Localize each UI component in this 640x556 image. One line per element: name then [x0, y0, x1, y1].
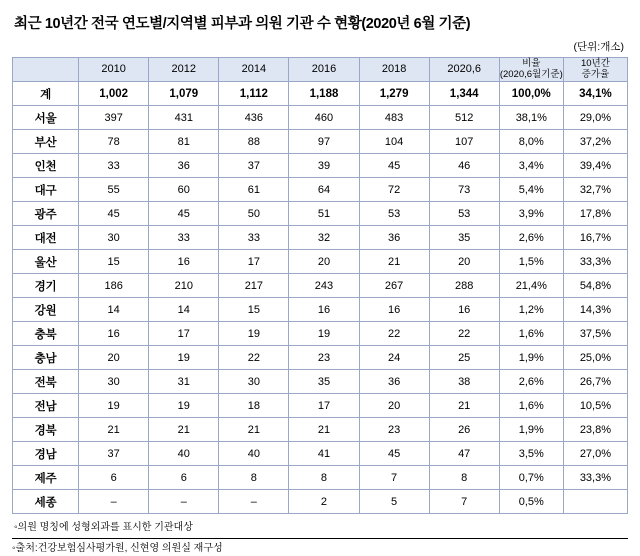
table-cell-v2010: 186 [79, 274, 149, 298]
table-cell-v2012: 431 [149, 106, 219, 130]
table-cell-ratio: 1,6% [499, 394, 563, 418]
table-row-region: 충북 [13, 322, 79, 346]
header-region [13, 58, 79, 82]
table-cell-v2016: 1,188 [289, 82, 359, 106]
table-cell-growth: 37,5% [563, 322, 627, 346]
table-cell-ratio: 0,5% [499, 490, 563, 514]
table-cell-ratio: 38,1% [499, 106, 563, 130]
table-cell-ratio: 3,9% [499, 202, 563, 226]
table-row-region: 강원 [13, 298, 79, 322]
table-cell-growth: 25,0% [563, 346, 627, 370]
table-cell-v2016: 16 [289, 298, 359, 322]
table-cell-v2014: 40 [219, 442, 289, 466]
table-cell-v2020: 107 [429, 130, 499, 154]
table-cell-growth: 34,1% [563, 82, 627, 106]
table-cell-ratio: 1,2% [499, 298, 563, 322]
table-cell-v2020: 26 [429, 418, 499, 442]
table-cell-v2016: 460 [289, 106, 359, 130]
table-row [13, 490, 628, 514]
table-cell-v2016: 20 [289, 250, 359, 274]
table-cell-v2012: 45 [149, 202, 219, 226]
table-cell-ratio: 0,7% [499, 466, 563, 490]
table-cell-v2020: 22 [429, 322, 499, 346]
table-row [13, 346, 628, 370]
table-cell-v2010: 37 [79, 442, 149, 466]
table-cell-growth: 33,3% [563, 466, 627, 490]
table-cell-v2020: 8 [429, 466, 499, 490]
header-year-2012: 2012 [149, 58, 219, 82]
table-cell-v2010: 397 [79, 106, 149, 130]
table-row [13, 226, 628, 250]
header-ratio [499, 58, 563, 82]
table-cell-growth: 32,7% [563, 178, 627, 202]
table-cell-v2018: 53 [359, 202, 429, 226]
table-cell-v2012: 19 [149, 394, 219, 418]
table-cell-v2012: 1,079 [149, 82, 219, 106]
table-cell-ratio: 2,6% [499, 370, 563, 394]
table-cell-v2016: 19 [289, 322, 359, 346]
table-cell-v2018: 23 [359, 418, 429, 442]
page-title: 최근 10년간 전국 연도별/지역별 피부과 의원 기관 수 현황(2020년 6월 기준) [14, 16, 471, 32]
table-cell-v2016: 64 [289, 178, 359, 202]
table-cell-v2020: 21 [429, 394, 499, 418]
table-cell-v2018: 267 [359, 274, 429, 298]
table-row-region: 제주 [13, 466, 79, 490]
table-row-region: 대전 [13, 226, 79, 250]
table-cell-v2016: 21 [289, 418, 359, 442]
table-cell-v2016: 39 [289, 154, 359, 178]
table-cell-v2012: 33 [149, 226, 219, 250]
table-row-region: 울산 [13, 250, 79, 274]
table-cell-growth: 16,7% [563, 226, 627, 250]
table-cell-v2020: 512 [429, 106, 499, 130]
table-cell-v2016: 2 [289, 490, 359, 514]
table-cell-v2014: 37 [219, 154, 289, 178]
table-cell-v2016: 32 [289, 226, 359, 250]
header-year-2020: 2020,6 [429, 58, 499, 82]
table-cell-v2012: 31 [149, 370, 219, 394]
table-row [13, 178, 628, 202]
table-cell-v2012: 36 [149, 154, 219, 178]
header-year-2018: 2018 [359, 58, 429, 82]
table-cell-ratio: 8,0% [499, 130, 563, 154]
table-cell-v2010: 15 [79, 250, 149, 274]
table-cell-v2018: 1,279 [359, 82, 429, 106]
table-cell-v2014: 19 [219, 322, 289, 346]
table-row-region: 광주 [13, 202, 79, 226]
header-year-2016: 2016 [289, 58, 359, 82]
unit-note: (단위:개소) [573, 41, 624, 53]
table-cell-v2014: – [219, 490, 289, 514]
table-cell-v2014: 50 [219, 202, 289, 226]
table-row [13, 298, 628, 322]
table-cell-v2016: 35 [289, 370, 359, 394]
table-cell-v2014: 8 [219, 466, 289, 490]
table-row-region: 경남 [13, 442, 79, 466]
table-row [13, 466, 628, 490]
table-cell-v2014: 18 [219, 394, 289, 418]
table-row [13, 202, 628, 226]
table-cell-v2012: 14 [149, 298, 219, 322]
table-cell-growth: 26,7% [563, 370, 627, 394]
table-cell-v2014: 1,112 [219, 82, 289, 106]
table-row-region: 전북 [13, 370, 79, 394]
table-cell-v2014: 217 [219, 274, 289, 298]
table-cell-v2020: 288 [429, 274, 499, 298]
table-cell-ratio: 1,9% [499, 346, 563, 370]
table-cell-growth: 37,2% [563, 130, 627, 154]
table-cell-ratio: 21,4% [499, 274, 563, 298]
table-row-region: 전남 [13, 394, 79, 418]
table-cell-v2014: 21 [219, 418, 289, 442]
table-header [13, 58, 628, 82]
dermatology-clinics-table [12, 57, 628, 514]
table-row-region: 경북 [13, 418, 79, 442]
table-cell-v2020: 38 [429, 370, 499, 394]
table-row [13, 82, 628, 106]
table-cell-v2012: 17 [149, 322, 219, 346]
table-cell-ratio: 1,9% [499, 418, 563, 442]
table-row-region: 충남 [13, 346, 79, 370]
table-cell-v2020: 46 [429, 154, 499, 178]
table-row [13, 274, 628, 298]
table-cell-v2010: 21 [79, 418, 149, 442]
table-cell-growth: 14,3% [563, 298, 627, 322]
table-cell-v2016: 41 [289, 442, 359, 466]
table-row [13, 442, 628, 466]
header-ratio-line2: (2020,6월기준) [499, 68, 563, 80]
table-cell-v2020: 73 [429, 178, 499, 202]
table-cell-v2010: 14 [79, 298, 149, 322]
table-cell-v2020: 47 [429, 442, 499, 466]
header-ratio-line1: 비율 [522, 57, 541, 69]
table-row [13, 370, 628, 394]
table-row-region: 경기 [13, 274, 79, 298]
table-cell-growth: 29,0% [563, 106, 627, 130]
table-cell-v2014: 22 [219, 346, 289, 370]
table-cell-v2010: 6 [79, 466, 149, 490]
table-row [13, 130, 628, 154]
table-row [13, 154, 628, 178]
table-row [13, 322, 628, 346]
table-cell-v2014: 436 [219, 106, 289, 130]
table-cell-growth [563, 490, 627, 514]
table-cell-v2020: 53 [429, 202, 499, 226]
table-cell-v2012: 16 [149, 250, 219, 274]
table-row-region: 계 [13, 82, 79, 106]
table-cell-v2020: 7 [429, 490, 499, 514]
table-cell-v2018: 20 [359, 394, 429, 418]
table-cell-v2016: 97 [289, 130, 359, 154]
table-row [13, 394, 628, 418]
table-cell-ratio: 3,5% [499, 442, 563, 466]
table-cell-v2014: 15 [219, 298, 289, 322]
table-cell-v2018: 45 [359, 154, 429, 178]
table-row-region: 인천 [13, 154, 79, 178]
header-growth-line1: 10년간 [580, 57, 610, 69]
table-cell-v2012: 210 [149, 274, 219, 298]
table-cell-ratio: 5,4% [499, 178, 563, 202]
table-cell-v2014: 61 [219, 178, 289, 202]
table-cell-v2020: 20 [429, 250, 499, 274]
table-cell-v2016: 51 [289, 202, 359, 226]
table-cell-v2018: 7 [359, 466, 429, 490]
header-year-2014: 2014 [219, 58, 289, 82]
table-cell-v2018: 21 [359, 250, 429, 274]
table-cell-ratio: 100,0% [499, 82, 563, 106]
table-body [13, 82, 628, 514]
footnote-2: ◦출처:건강보험심사평가원, 신현영 의원실 재구성 [12, 543, 223, 554]
table-cell-v2020: 16 [429, 298, 499, 322]
table-cell-v2018: 16 [359, 298, 429, 322]
table-cell-v2010: 16 [79, 322, 149, 346]
table-cell-v2010: 33 [79, 154, 149, 178]
table-cell-v2010: – [79, 490, 149, 514]
table-cell-v2012: 81 [149, 130, 219, 154]
table-cell-v2010: 45 [79, 202, 149, 226]
table-cell-v2016: 17 [289, 394, 359, 418]
table-cell-v2010: 78 [79, 130, 149, 154]
table-cell-v2012: 60 [149, 178, 219, 202]
table-cell-v2010: 1,002 [79, 82, 149, 106]
table-cell-growth: 39,4% [563, 154, 627, 178]
footnote-1: ◦의원 명칭에 성형외과를 표시한 기관대상 [14, 522, 193, 533]
table-cell-v2010: 30 [79, 370, 149, 394]
table-row-region: 부산 [13, 130, 79, 154]
table-cell-v2010: 55 [79, 178, 149, 202]
table-cell-ratio: 1,6% [499, 322, 563, 346]
table-cell-growth: 10,5% [563, 394, 627, 418]
footnote-divider [12, 538, 628, 539]
footnotes [12, 520, 628, 556]
table-cell-v2018: 72 [359, 178, 429, 202]
table-row [13, 418, 628, 442]
table-row [13, 250, 628, 274]
table-cell-v2012: – [149, 490, 219, 514]
table-cell-v2014: 88 [219, 130, 289, 154]
table-header-row [13, 58, 628, 82]
table-cell-v2012: 19 [149, 346, 219, 370]
table-cell-growth: 33,3% [563, 250, 627, 274]
table-cell-growth: 17,8% [563, 202, 627, 226]
table-cell-ratio: 2,6% [499, 226, 563, 250]
header-growth-line2: 증가율 [581, 68, 610, 80]
table-cell-growth: 27,0% [563, 442, 627, 466]
table-cell-v2010: 20 [79, 346, 149, 370]
table-row-region: 세종 [13, 490, 79, 514]
table-cell-v2020: 25 [429, 346, 499, 370]
table-cell-ratio: 1,5% [499, 250, 563, 274]
table-cell-growth: 54,8% [563, 274, 627, 298]
table-cell-v2020: 35 [429, 226, 499, 250]
table-cell-v2012: 40 [149, 442, 219, 466]
table-cell-v2014: 17 [219, 250, 289, 274]
table-row-region: 서울 [13, 106, 79, 130]
table-cell-v2018: 5 [359, 490, 429, 514]
table-cell-v2020: 1,344 [429, 82, 499, 106]
table-cell-v2010: 30 [79, 226, 149, 250]
table-cell-v2018: 24 [359, 346, 429, 370]
table-row-region: 대구 [13, 178, 79, 202]
table-cell-growth: 23,8% [563, 418, 627, 442]
table-cell-v2018: 104 [359, 130, 429, 154]
table-cell-v2014: 30 [219, 370, 289, 394]
table-row [13, 106, 628, 130]
table-cell-v2016: 8 [289, 466, 359, 490]
header-year-2010: 2010 [79, 58, 149, 82]
table-cell-v2018: 45 [359, 442, 429, 466]
table-cell-ratio: 3,4% [499, 154, 563, 178]
table-cell-v2018: 36 [359, 226, 429, 250]
table-cell-v2016: 243 [289, 274, 359, 298]
header-growth [563, 58, 627, 82]
table-cell-v2018: 22 [359, 322, 429, 346]
table-cell-v2014: 33 [219, 226, 289, 250]
table-cell-v2010: 19 [79, 394, 149, 418]
table-cell-v2012: 21 [149, 418, 219, 442]
table-cell-v2018: 483 [359, 106, 429, 130]
table-cell-v2012: 6 [149, 466, 219, 490]
table-cell-v2016: 23 [289, 346, 359, 370]
table-cell-v2018: 36 [359, 370, 429, 394]
